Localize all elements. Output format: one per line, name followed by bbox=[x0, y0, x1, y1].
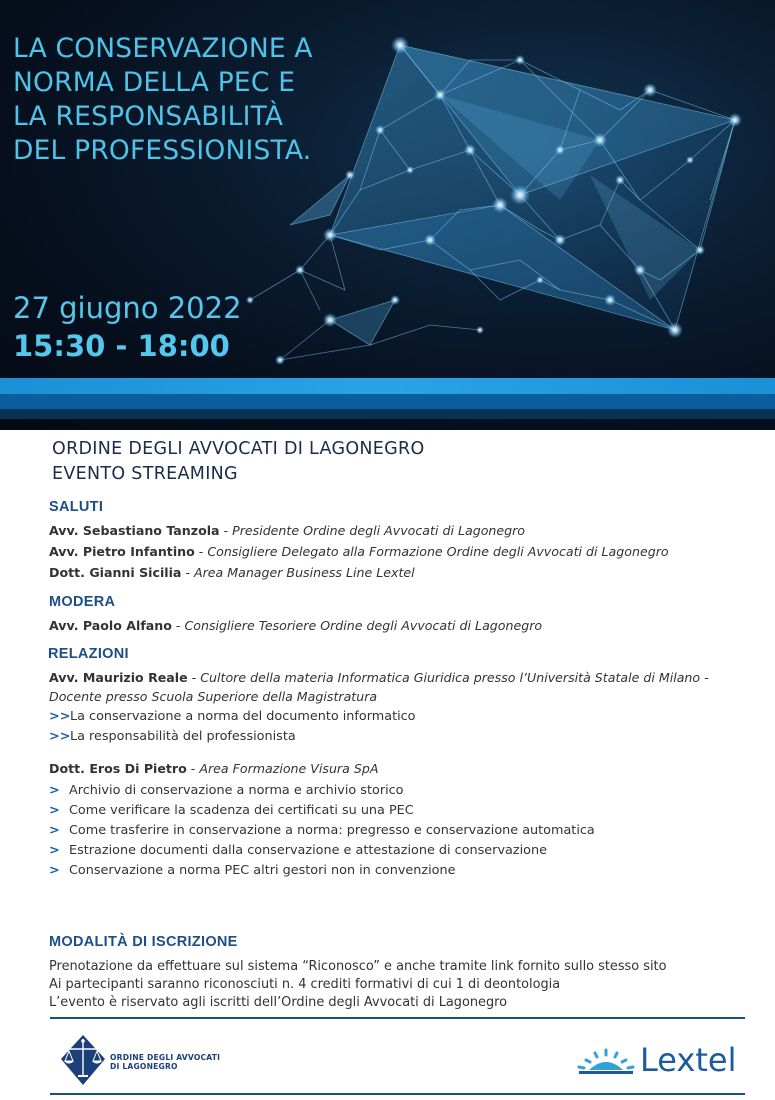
event-date: 27 giugno 2022 bbox=[13, 291, 242, 325]
separator: - bbox=[186, 761, 200, 776]
speaker-name: Avv. Paolo Alfano bbox=[49, 618, 172, 633]
info-line: Prenotazione da effettuare sul sistema “Riconosco” e anche tramite link fornito sullo stesso sito bbox=[49, 959, 667, 974]
topic-item bbox=[49, 821, 595, 840]
organizer-name: ORDINE DEGLI AVVOCATI DI LAGONEGRO bbox=[52, 439, 425, 459]
topic-text: Conservazione a norma PEC altri gestori non in convenzione bbox=[69, 863, 456, 878]
speaker-name: Dott. Gianni Sicilia bbox=[49, 565, 182, 580]
chevron-marker: > bbox=[49, 823, 60, 838]
separator: - bbox=[181, 565, 194, 580]
divider-band bbox=[0, 394, 775, 409]
chevron-marker: > bbox=[49, 843, 60, 858]
event-title bbox=[13, 32, 353, 168]
topic-item bbox=[49, 727, 296, 746]
chevron-marker: > bbox=[49, 803, 60, 818]
speaker-role: Presidente Ordine degli Avvocati di Lagonegro bbox=[232, 523, 526, 538]
organizer-heading bbox=[52, 437, 425, 487]
double-chevron-marker: >> bbox=[49, 729, 71, 744]
section-heading-saluti: SALUTI bbox=[49, 499, 104, 515]
title-line: DEL PROFESSIONISTA. bbox=[13, 135, 312, 166]
divider-band bbox=[0, 378, 775, 394]
speaker-role: Area Formazione Visura SpA bbox=[199, 761, 379, 776]
ordine-logo-line: ORDINE DEGLI AVVOCATI bbox=[110, 1053, 221, 1062]
chevron-marker: > bbox=[49, 863, 60, 878]
topic-text: Come verificare la scadenza dei certificati su una PEC bbox=[69, 803, 414, 818]
topic-item bbox=[49, 801, 414, 820]
topic-text: Estrazione documenti dalla conservazione e attestazione di conservazione bbox=[69, 843, 547, 858]
title-line: NORMA DELLA PEC E bbox=[13, 67, 296, 98]
section-heading-relazioni: RELAZIONI bbox=[48, 646, 129, 662]
ordine-logo-line: DI LAGONEGRO bbox=[110, 1062, 178, 1071]
speaker-role: Docente presso Scuola Superiore della Magistratura bbox=[49, 689, 378, 704]
topic-item bbox=[49, 861, 455, 880]
lextel-wordmark: Lextel bbox=[640, 1041, 737, 1079]
section-heading-iscrizione: MODALITÀ DI ISCRIZIONE bbox=[49, 934, 238, 950]
topic-text: Come trasferire in conservazione a norma: pregresso e conservazione automatica bbox=[69, 823, 595, 838]
speaker-row bbox=[49, 616, 542, 635]
speaker-name: Dott. Eros Di Pietro bbox=[49, 761, 187, 776]
speaker-role: Consigliere Tesoriere Ordine degli Avvocati di Lagonegro bbox=[184, 618, 543, 633]
ordine-logo-text bbox=[110, 1053, 220, 1071]
footer-top-rule bbox=[50, 1017, 745, 1019]
topic-item bbox=[49, 707, 416, 726]
double-chevron-marker: >> bbox=[49, 709, 71, 724]
speaker-name: Avv. Pietro Infantino bbox=[49, 544, 195, 559]
hero-banner bbox=[0, 0, 775, 430]
section-heading-modera: MODERA bbox=[49, 594, 116, 610]
separator: - bbox=[194, 544, 208, 559]
speaker-role: Consigliere Delegato alla Formazione Ordine degli Avvocati di Lagonegro bbox=[207, 544, 669, 559]
speaker-row bbox=[49, 542, 669, 561]
separator: - bbox=[171, 618, 185, 633]
speaker-name: Avv. Maurizio Reale bbox=[49, 670, 188, 685]
speaker-row bbox=[49, 563, 415, 582]
speaker-role: Cultore della materia Informatica Giuridica presso l’Università Statale di Milano - bbox=[200, 670, 709, 685]
speaker-row bbox=[49, 668, 709, 687]
topic-item bbox=[49, 841, 547, 860]
speaker-role: Area Manager Business Line Lextel bbox=[193, 565, 415, 580]
chevron-marker: > bbox=[49, 783, 60, 798]
topic-item bbox=[49, 781, 404, 800]
info-line: Ai partecipanti saranno riconosciuti n. 4 crediti formativi di cui 1 di deontologia bbox=[49, 977, 561, 992]
speaker-role-continued bbox=[49, 687, 377, 706]
title-line: LA CONSERVAZIONE A bbox=[13, 33, 313, 64]
info-line: L’evento è riservato agli iscritti dell’Ordine degli Avvocati di Lagonegro bbox=[49, 995, 508, 1010]
topic-text: La responsabilità del professionista bbox=[70, 729, 296, 744]
speaker-row bbox=[49, 521, 525, 540]
separator: - bbox=[219, 523, 233, 538]
speaker-name: Avv. Sebastiano Tanzola bbox=[49, 523, 220, 538]
title-line: LA RESPONSABILITÀ bbox=[13, 101, 284, 132]
event-format: EVENTO STREAMING bbox=[52, 464, 238, 484]
event-time: 15:30 - 18:00 bbox=[13, 329, 230, 363]
divider-band bbox=[0, 409, 775, 419]
footer-bottom-rule bbox=[50, 1093, 745, 1095]
topic-text: Archivio di conservazione a norma e archivio storico bbox=[69, 783, 404, 798]
topic-text: La conservazione a norma del documento informatico bbox=[70, 709, 416, 724]
separator: - bbox=[187, 670, 201, 685]
speaker-row bbox=[49, 759, 378, 778]
